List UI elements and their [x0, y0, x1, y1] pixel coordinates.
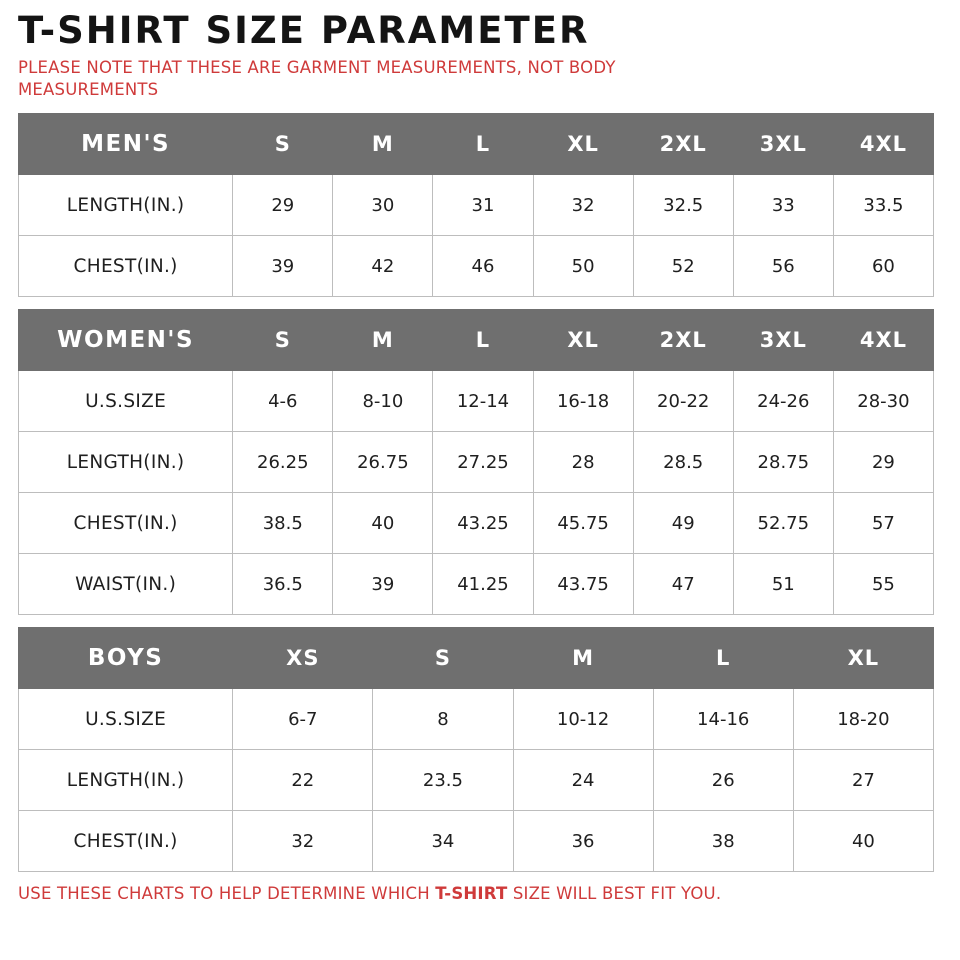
- measurement-cell: 40: [793, 811, 933, 872]
- measurement-cell: 4-6: [233, 371, 333, 432]
- table-header-size: 3XL: [733, 310, 833, 371]
- table-header-size: XL: [533, 114, 633, 175]
- measurement-cell: 20-22: [633, 371, 733, 432]
- row-label: U.S.SIZE: [19, 689, 233, 750]
- measurement-cell: 50: [533, 236, 633, 297]
- measurement-cell: 43.25: [433, 493, 533, 554]
- table-header-size: L: [433, 114, 533, 175]
- measurement-cell: 40: [333, 493, 433, 554]
- table-row: [19, 493, 934, 554]
- row-label: LENGTH(IN.): [19, 750, 233, 811]
- measurement-cell: 34: [373, 811, 513, 872]
- measurement-cell: 10-12: [513, 689, 653, 750]
- table-header-size: XL: [793, 628, 933, 689]
- measurement-cell: 52: [633, 236, 733, 297]
- measurement-cell: 30: [333, 175, 433, 236]
- measurement-cell: 23.5: [373, 750, 513, 811]
- measurement-cell: 38.5: [233, 493, 333, 554]
- footer-bold: T-SHIRT: [435, 884, 508, 904]
- measurement-cell: 28-30: [833, 371, 933, 432]
- table-header-size: 2XL: [633, 114, 733, 175]
- measurement-cell: 42: [333, 236, 433, 297]
- measurement-cell: 22: [233, 750, 373, 811]
- table-row: [19, 175, 934, 236]
- row-label: LENGTH(IN.): [19, 175, 233, 236]
- measurement-cell: 27.25: [433, 432, 533, 493]
- measurement-cell: 26: [653, 750, 793, 811]
- table-header-size: 2XL: [633, 310, 733, 371]
- measurement-cell: 29: [233, 175, 333, 236]
- table-header-size: M: [333, 310, 433, 371]
- measurement-cell: 28: [533, 432, 633, 493]
- measurement-cell: 26.75: [333, 432, 433, 493]
- table-header-size: S: [233, 114, 333, 175]
- footer-note: [18, 884, 944, 903]
- measurement-cell: 38: [653, 811, 793, 872]
- measurement-cell: 12-14: [433, 371, 533, 432]
- measurement-cell: 51: [733, 554, 833, 615]
- table-header-row: [19, 628, 934, 689]
- size-tables-container: [16, 113, 944, 872]
- measurement-cell: 36: [513, 811, 653, 872]
- table-header-title: BOYS: [19, 628, 233, 689]
- table-row: [19, 689, 934, 750]
- measurement-cell: 33.5: [833, 175, 933, 236]
- table-header-row: [19, 114, 934, 175]
- row-label: CHEST(IN.): [19, 493, 233, 554]
- measurement-cell: 46: [433, 236, 533, 297]
- measurement-cell: 29: [833, 432, 933, 493]
- measurement-cell: 31: [433, 175, 533, 236]
- table-header-title: WOMEN'S: [19, 310, 233, 371]
- measurement-cell: 16-18: [533, 371, 633, 432]
- table-header-title: MEN'S: [19, 114, 233, 175]
- row-label: LENGTH(IN.): [19, 432, 233, 493]
- footer-pre: USE THESE CHARTS TO HELP DETERMINE WHICH: [18, 884, 436, 904]
- measurement-cell: 26.25: [233, 432, 333, 493]
- measurement-cell: 49: [633, 493, 733, 554]
- measurement-cell: 41.25: [433, 554, 533, 615]
- measurement-cell: 8: [373, 689, 513, 750]
- table-row: [19, 554, 934, 615]
- row-label: CHEST(IN.): [19, 236, 233, 297]
- measurement-cell: 6-7: [233, 689, 373, 750]
- page-title: T-SHIRT SIZE PARAMETER: [18, 9, 590, 52]
- measurement-cell: 60: [833, 236, 933, 297]
- table-header-size: S: [373, 628, 513, 689]
- measurement-cell: 52.75: [733, 493, 833, 554]
- table-row: [19, 371, 934, 432]
- table-header-size: 3XL: [733, 114, 833, 175]
- table-header-size: 4XL: [833, 114, 933, 175]
- measurement-cell: 18-20: [793, 689, 933, 750]
- measurement-cell: 24: [513, 750, 653, 811]
- measurement-cell: 55: [833, 554, 933, 615]
- table-header-size: XL: [533, 310, 633, 371]
- footer-post: SIZE WILL BEST FIT YOU.: [507, 884, 722, 904]
- row-label: WAIST(IN.): [19, 554, 233, 615]
- table-header-size: M: [513, 628, 653, 689]
- measurement-cell: 36.5: [233, 554, 333, 615]
- measurement-cell: 43.75: [533, 554, 633, 615]
- measurement-cell: 28.75: [733, 432, 833, 493]
- table-header-size: M: [333, 114, 433, 175]
- measurement-cell: 14-16: [653, 689, 793, 750]
- measurement-cell: 39: [233, 236, 333, 297]
- measurement-note: PLEASE NOTE THAT THESE ARE GARMENT MEASUREMENTS, NOT BODY MEASUREMENTS: [18, 57, 616, 100]
- table-row: [19, 750, 934, 811]
- measurement-cell: 47: [633, 554, 733, 615]
- row-label: CHEST(IN.): [19, 811, 233, 872]
- table-header-row: [19, 310, 934, 371]
- measurement-cell: 56: [733, 236, 833, 297]
- measurement-cell: 32: [533, 175, 633, 236]
- measurement-cell: 32: [233, 811, 373, 872]
- measurement-cell: 45.75: [533, 493, 633, 554]
- measurement-cell: 57: [833, 493, 933, 554]
- measurement-cell: 8-10: [333, 371, 433, 432]
- table-header-size: S: [233, 310, 333, 371]
- table-header-size: XS: [233, 628, 373, 689]
- row-label: U.S.SIZE: [19, 371, 233, 432]
- table-row: [19, 236, 934, 297]
- table-row: [19, 432, 934, 493]
- table-row: [19, 811, 934, 872]
- measurement-cell: 33: [733, 175, 833, 236]
- size-table-mens: [18, 113, 934, 297]
- measurement-cell: 27: [793, 750, 933, 811]
- table-header-size: L: [433, 310, 533, 371]
- measurement-cell: 39: [333, 554, 433, 615]
- size-table-womens: [18, 309, 934, 615]
- measurement-cell: 32.5: [633, 175, 733, 236]
- measurement-cell: 24-26: [733, 371, 833, 432]
- size-table-boys: [18, 627, 934, 872]
- measurement-cell: 28.5: [633, 432, 733, 493]
- table-header-size: 4XL: [833, 310, 933, 371]
- table-header-size: L: [653, 628, 793, 689]
